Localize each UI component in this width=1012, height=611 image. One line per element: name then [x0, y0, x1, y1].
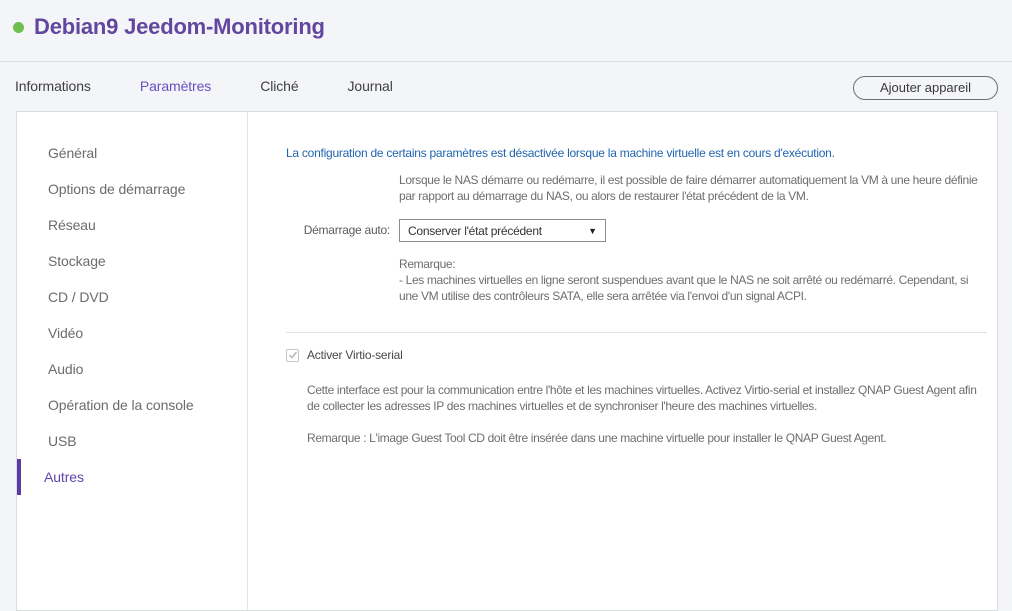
- autostart-select-row: [286, 219, 987, 242]
- chevron-down-icon: ▼: [588, 225, 597, 236]
- vm-running-notice: La configuration de certains paramètres est désactivée lorsque la machine virtuelle est en cours d'exécution.: [286, 146, 835, 160]
- virtio-checkbox-label: Activer Virtio-serial: [307, 348, 403, 362]
- sidebar-item-options-demarrage[interactable]: Options de démarrage: [48, 181, 186, 197]
- section-divider: [286, 332, 987, 333]
- sidebar-item-usb[interactable]: USB: [48, 433, 77, 449]
- virtio-description: Cette interface est pour la communication entre l'hôte et les machines virtuelles. Activez Virtio-serial et installez QNAP Guest Agent afin de collecter les adresses IP des machines virtuelles et de synchroniser l'heure des machines virtuelles.: [307, 383, 977, 413]
- tab-parametres[interactable]: Paramètres: [139, 78, 212, 94]
- settings-panel: [16, 111, 998, 611]
- sidebar-item-reseau[interactable]: Réseau: [48, 217, 96, 233]
- sidebar-item-operation-console[interactable]: Opération de la console: [48, 397, 194, 413]
- settings-main: [248, 112, 997, 610]
- autostart-label: Démarrage auto:: [303, 223, 390, 237]
- tab-cliche[interactable]: Cliché: [260, 78, 299, 94]
- autostart-intro-row: [286, 172, 987, 219]
- virtio-checkbox-row: [286, 348, 987, 362]
- tab-informations[interactable]: Informations: [15, 78, 91, 94]
- virtio-note: Remarque : L'image Guest Tool CD doit être insérée dans une machine virtuelle pour installer le QNAP Guest Agent.: [307, 431, 887, 445]
- autostart-dropdown[interactable]: [399, 219, 606, 242]
- sidebar-item-stockage[interactable]: Stockage: [48, 253, 106, 269]
- vm-status-icon: [13, 22, 24, 33]
- virtio-checkbox[interactable]: [286, 349, 299, 362]
- page-title: Debian9 Jeedom-Monitoring: [34, 14, 325, 39]
- sidebar-item-autres[interactable]: Autres: [17, 459, 247, 495]
- sidebar-item-audio[interactable]: Audio: [48, 361, 84, 377]
- vm-header: [0, 0, 1012, 61]
- tab-bar: [15, 62, 393, 110]
- sidebar-item-general[interactable]: Général: [48, 145, 98, 161]
- settings-sidebar: [17, 112, 248, 610]
- autostart-note-body: - Les machines virtuelles en ligne seront suspendues avant que le NAS ne soit arrêté ou redémarré. Cependant, si une VM utilise des contrôleurs SATA, elle sera arrêtée via l'envoi d'un signal ACPI.: [399, 273, 969, 303]
- tab-journal[interactable]: Journal: [347, 78, 393, 94]
- sidebar-item-video[interactable]: Vidéo: [48, 325, 84, 341]
- sidebar-item-cd-dvd[interactable]: CD / DVD: [48, 289, 109, 305]
- autostart-note-title: Remarque:: [399, 257, 456, 271]
- autostart-note-row: [286, 242, 987, 304]
- autostart-intro-text: Lorsque le NAS démarre ou redémarre, il est possible de faire démarrer automatiquement la VM à une heure définie par rapport au démarrage du NAS, ou alors de restaurer l'état précédent de la VM.: [399, 173, 978, 203]
- autostart-dropdown-value: Conserver l'état précédent: [408, 223, 542, 238]
- add-device-button[interactable]: Ajouter appareil: [853, 76, 998, 100]
- checkmark-icon: [288, 350, 298, 360]
